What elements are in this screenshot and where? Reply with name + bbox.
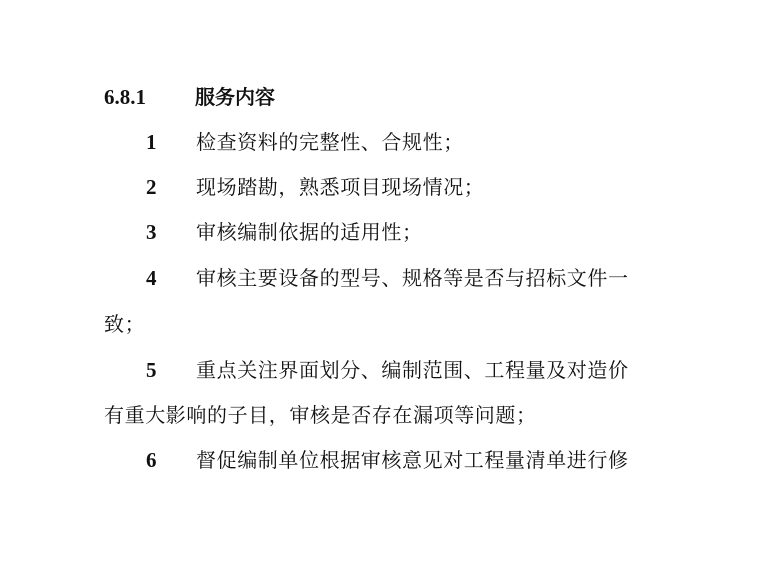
- item-text: 重点关注界面划分、编制范围、工程量及对造价: [196, 358, 629, 382]
- list-item: [0, 170, 760, 204]
- item-text-continuation: 有重大影响的子目，审核是否存在漏项等问题；: [104, 403, 537, 427]
- list-item: [0, 125, 760, 159]
- item-text: 现场踏勘，熟悉项目现场情况；: [196, 175, 485, 199]
- item-text-continuation: 致；: [104, 312, 146, 336]
- item-text: 检查资料的完整性、合规性；: [196, 130, 464, 154]
- item-number: 6: [146, 448, 157, 472]
- item-number: 2: [146, 175, 157, 199]
- item-number: 3: [146, 220, 157, 244]
- item-number: 4: [146, 266, 157, 290]
- list-item: [0, 443, 760, 477]
- list-item-continuation: [0, 307, 760, 341]
- list-item: [0, 215, 760, 249]
- section-heading: [0, 80, 760, 114]
- section-number: 6.8.1: [104, 85, 146, 109]
- item-text: 督促编制单位根据审核意见对工程量清单进行修: [196, 448, 629, 472]
- item-number: 5: [146, 358, 157, 382]
- item-text: 审核主要设备的型号、规格等是否与招标文件一: [196, 266, 629, 290]
- section-title: 服务内容: [195, 85, 275, 109]
- item-text: 审核编制依据的适用性；: [196, 220, 423, 244]
- list-item-continuation: [0, 398, 760, 432]
- item-number: 1: [146, 130, 157, 154]
- list-item: [0, 353, 760, 387]
- list-item: [0, 261, 760, 295]
